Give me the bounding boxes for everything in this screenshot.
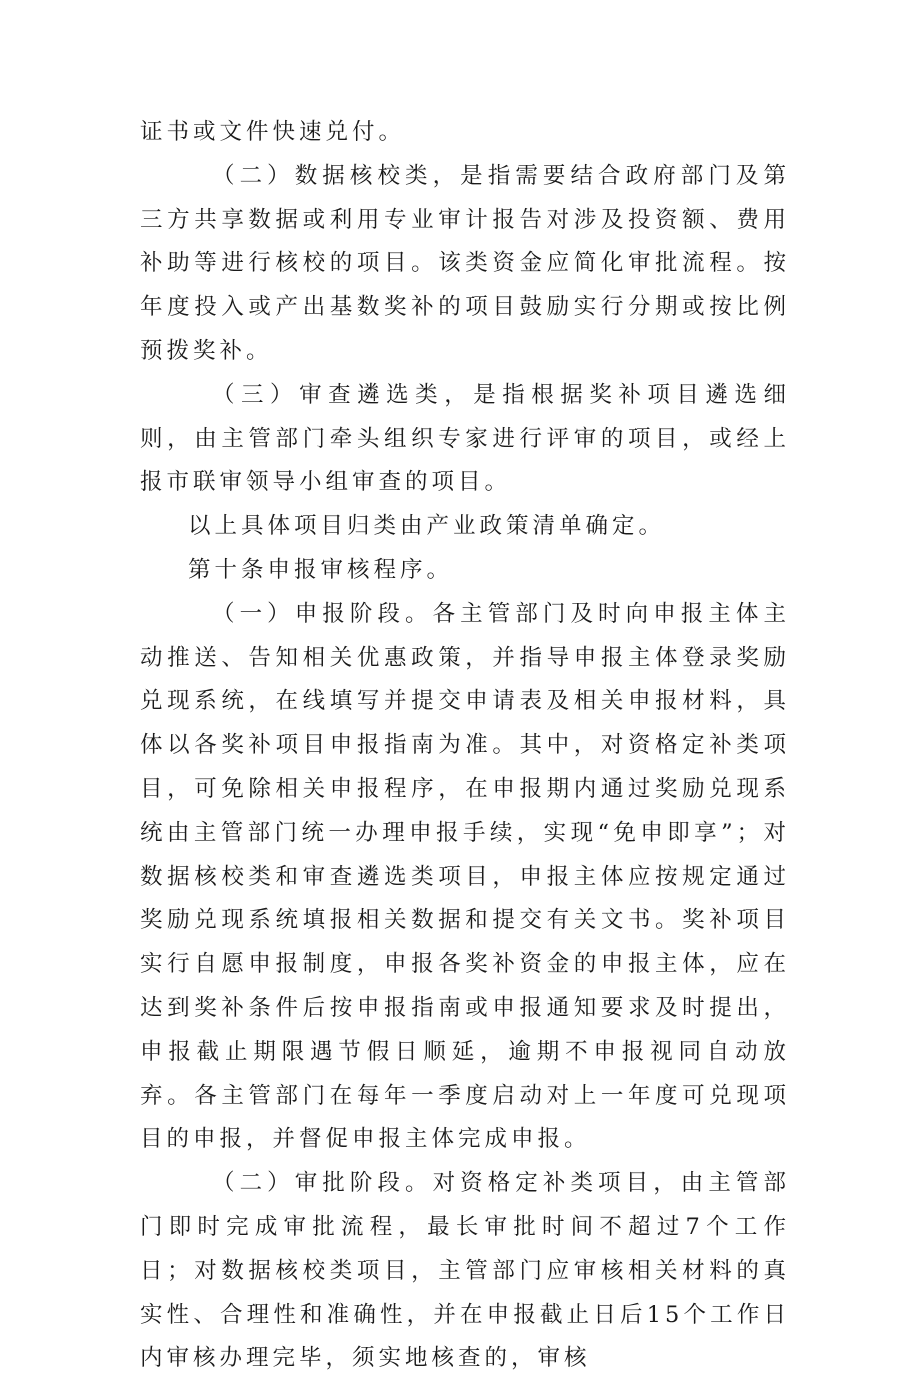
article-ten-heading: 第十条申报审核程序。 xyxy=(188,556,454,583)
paragraph-review-selection: （三）审查遴选类，是指根据奖补项目遴选细则，由主管部门牵头组织专家进行评审的项目，或经上报市联审领导小组审查的项目。 xyxy=(140,381,790,496)
paragraph-application-stage: （一）申报阶段。各主管部门及时向申报主体主动推送、告知相关优惠政策，并指导申报主体登录奖励兑现系统，在线填写并提交申请表及相关申报材料，具体以各奖补项目申报指南为准。其中，对资格定补类项目，可免除相关申报程序，在申报期内通过奖励兑现系统由主管部门统一办理申报手续，实现“免申即享”；对数据核校类和审查遴选类项目，申报主体应按规定通过奖励兑现系统填报相关数据和提交有关文书。奖补项目实行自愿申报制度，申报各奖补资金的申报主体，应在达到奖补条件后按申报指南或申报通知要求及时提出，申报截止期限遇节假日顺延，逾期不申报视同自动放弃。各主管部门在每年一季度启动对上一年度可兑现项目的申报，并督促申报主体完成申报。 xyxy=(140,600,790,1153)
paragraph-data-verification: （二）数据核校类，是指需要结合政府部门及第三方共享数据或利用专业审计报告对涉及投资额、费用补助等进行核校的项目。该类资金应简化审批流程。按年度投入或产出基数奖补的项目鼓励实行分期或按比例预拨奖补。 xyxy=(140,162,790,364)
paragraph-classification-note: 以上具体项目归类由产业政策清单确定。 xyxy=(188,513,666,540)
paragraph-continuation: 证书或文件快速兑付。 xyxy=(140,119,406,145)
paragraph-approval-stage: （二）审批阶段。对资格定补类项目，由主管部门即时完成审批流程，最长审批时间不超过7个工作日；对数据核校类项目，主管部门应审核相关材料的真实性、合理性和准确性，并在申报截止日后15个工作日内审核办理完毕，须实地核查的，审核 xyxy=(140,1170,790,1372)
document-body xyxy=(140,111,790,1381)
